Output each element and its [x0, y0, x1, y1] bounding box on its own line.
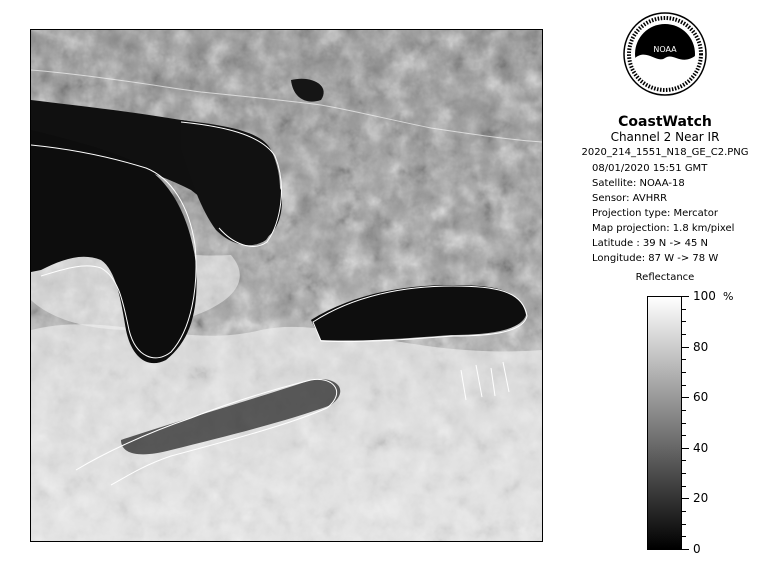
colorbar-minor-tick [682, 423, 686, 424]
side-panel [565, 0, 782, 572]
colorbar-minor-tick [682, 385, 686, 386]
colorbar-minor-tick [682, 524, 686, 525]
colorbar-minor-tick [682, 536, 686, 537]
colorbar-minor-tick [682, 460, 686, 461]
date-time: 08/01/2020 15:51 GMT [592, 163, 708, 174]
colorbar-tick-label: 80 [693, 339, 709, 354]
colorbar-minor-tick [682, 309, 686, 310]
colorbar-minor-tick [682, 448, 689, 449]
app-title: CoastWatch [618, 114, 712, 130]
colorbar-tick-label: 20 [693, 491, 709, 506]
satellite-image [30, 29, 543, 542]
projection-info: Projection type: Mercator [592, 208, 718, 219]
colorbar-minor-tick [682, 372, 686, 373]
cloud-mass-south [31, 324, 542, 541]
colorbar-minor-tick [682, 410, 686, 411]
colorbar-minor-tick [682, 486, 686, 487]
colorbar-minor-tick [682, 347, 689, 348]
legend-label: Reflectance [635, 272, 695, 283]
longitude-info: Longitude: 87 W -> 78 W [592, 253, 719, 264]
channel-subtitle: Channel 2 Near IR [610, 130, 720, 144]
satellite-image-svg [31, 30, 542, 541]
colorbar-tick-label: 0 [693, 542, 701, 556]
sensor-info: Sensor: AVHRR [592, 193, 668, 204]
noaa-logo-icon [623, 12, 707, 96]
reflectance-colorbar [647, 296, 682, 550]
colorbar-tick-label: 40 [693, 440, 709, 455]
satellite-info: Satellite: NOAA-18 [592, 178, 685, 189]
colorbar-minor-tick [682, 435, 686, 436]
colorbar-minor-tick [682, 321, 686, 322]
logo-center-text: NOAA [653, 45, 677, 54]
colorbar-minor-tick [682, 359, 686, 360]
colorbar-minor-tick [682, 334, 686, 335]
colorbar-minor-tick [682, 549, 689, 550]
colorbar-minor-tick [682, 473, 686, 474]
file-name: 2020_214_1551_N18_GE_C2.PNG [581, 147, 749, 158]
colorbar-tick-label: 100 [693, 289, 716, 303]
legend-unit: % [723, 290, 734, 303]
colorbar-minor-tick [682, 397, 689, 398]
colorbar-minor-tick [682, 511, 686, 512]
latitude-info: Latitude : 39 N -> 45 N [592, 238, 708, 249]
map-projection-info: Map projection: 1.8 km/pixel [592, 223, 735, 234]
colorbar-minor-tick [682, 296, 689, 297]
colorbar-minor-tick [682, 498, 689, 499]
colorbar-tick-label: 60 [693, 390, 709, 405]
